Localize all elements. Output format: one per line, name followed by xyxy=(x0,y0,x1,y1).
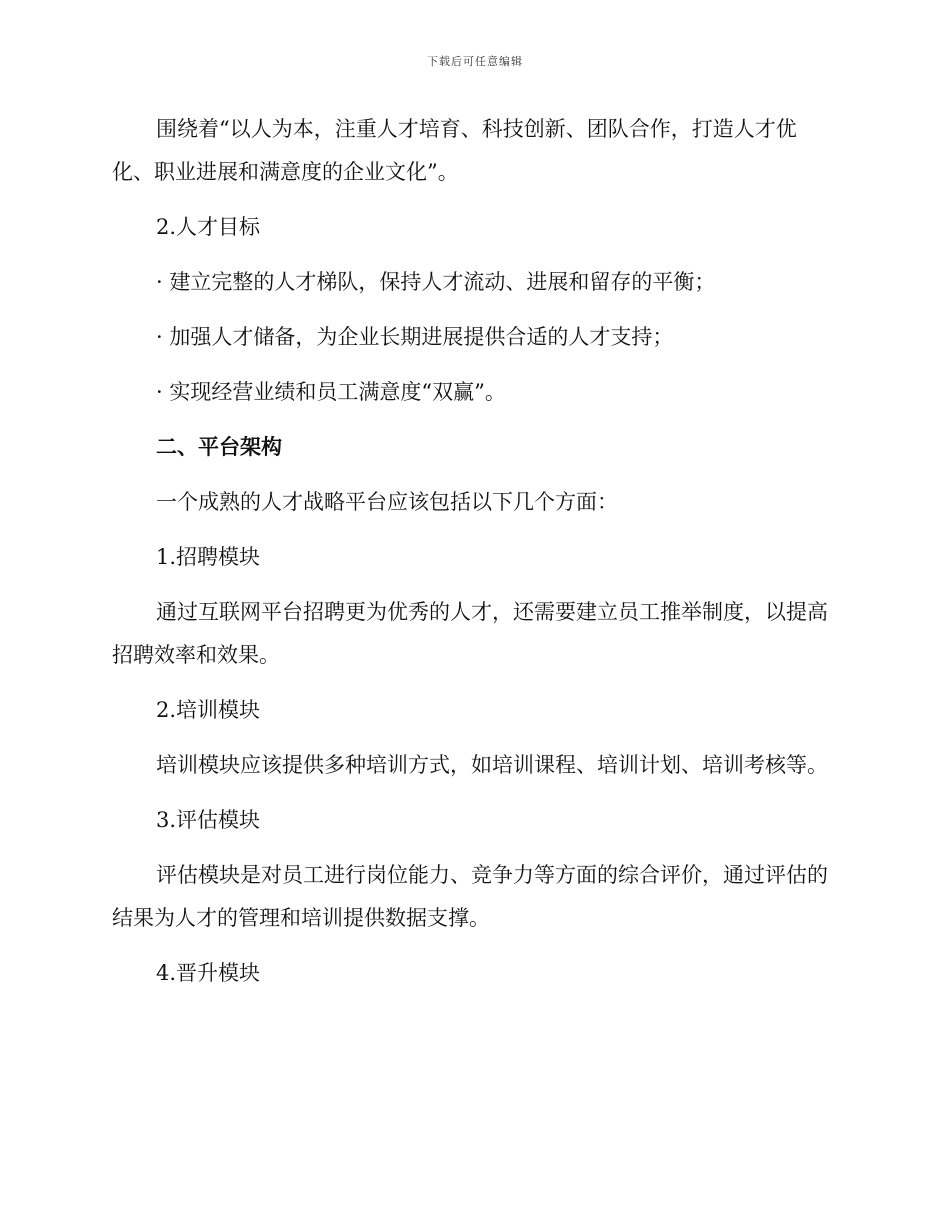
evaluation-heading: 3.评估模块 xyxy=(156,808,261,832)
document-body xyxy=(112,108,832,1007)
talent-goal-heading: 2.人才目标 xyxy=(156,215,261,239)
platform-intro: 一个成熟的人才战略平台应该包括以下几个方面： xyxy=(156,490,618,514)
page-header: 下载后可任意编辑 xyxy=(427,55,523,68)
talent-goal-bullet-1: · 建立完整的人才梯队，保持人才流动、进展和留存的平衡； xyxy=(156,270,716,294)
culture-paragraph: 围绕着“以人为本，注重人才培育、科技创新、团队合作，打造人才优化、职业进展和满意度的企业文化”。 xyxy=(112,117,797,184)
training-paragraph: 培训模块应该提供多种培训方式，如培训课程、培训计划、培训考核等。 xyxy=(156,753,828,777)
section-2-title: 二、平台架构 xyxy=(156,435,282,459)
talent-goal-bullet-2: · 加强人才储备，为企业长期进展提供合适的人才支持； xyxy=(156,325,674,349)
training-heading: 2.培训模块 xyxy=(156,698,261,722)
promotion-heading: 4.晋升模块 xyxy=(156,961,261,985)
talent-goal-bullet-3: · 实现经营业绩和员工满意度“双赢”。 xyxy=(156,380,506,404)
evaluation-paragraph: 评估模块是对员工进行岗位能力、竞争力等方面的综合评价，通过评估的结果为人才的管理和培训提供数据支撑。 xyxy=(112,863,828,930)
recruit-heading: 1.招聘模块 xyxy=(156,545,261,569)
recruit-paragraph: 通过互联网平台招聘更为优秀的人才，还需要建立员工推举制度，以提高招聘效率和效果。 xyxy=(112,600,828,667)
